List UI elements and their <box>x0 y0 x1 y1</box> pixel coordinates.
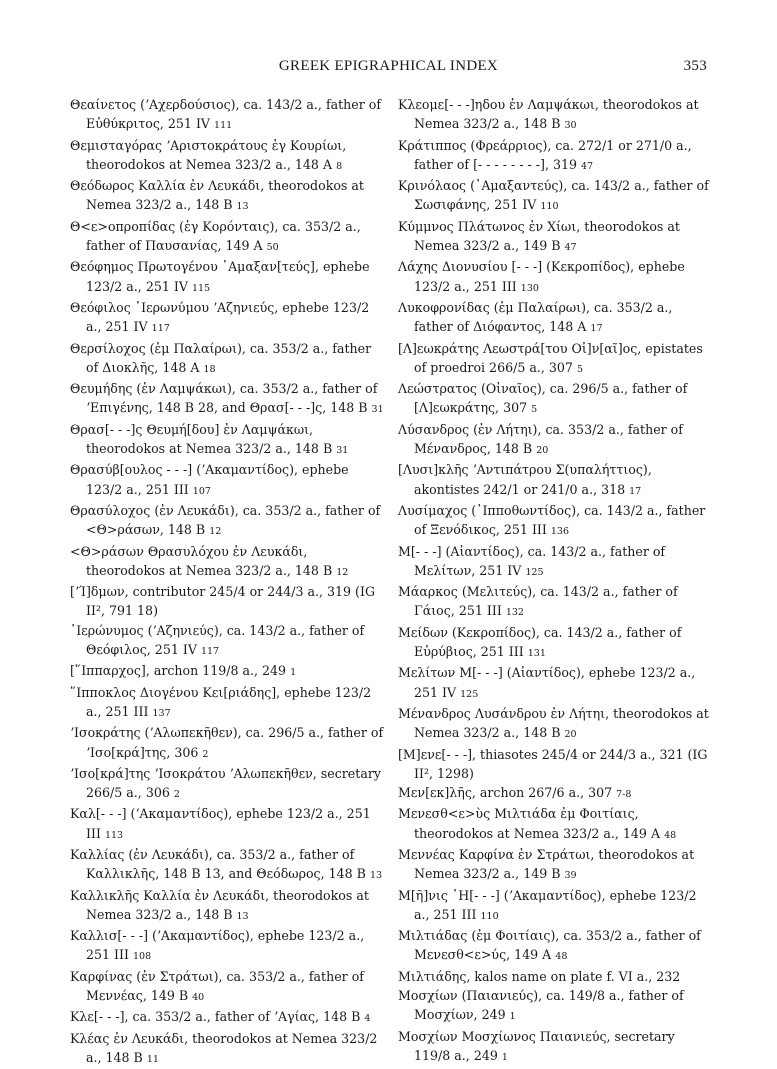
index-entry <box>70 460 386 501</box>
entry-text: Θεμισταγόρας ʼΑριστοκράτους ἐγ Κουρίωι, theorodokos at Nemea 323/2 a., 148 A <box>70 137 347 172</box>
entry-text: Καλλισ[- - -] (ʼΑκαμαντίδος), ephebe 123/2 a., 251 III <box>70 928 365 963</box>
entry-text: ῞Ιπποκλος Διογένου Κει[ριάδης], ephebe 123/2 a., 251 III <box>70 684 372 719</box>
entry-line-ref: 117 <box>151 323 170 335</box>
index-column-left <box>70 95 386 1069</box>
entry-line-ref: 17 <box>590 323 603 335</box>
entry-text: Καρφίνας (ἐν Στράτωι), ca. 353/2 a., father of Μεννέας, 149 B <box>70 968 364 1004</box>
entry-line-ref: 30 <box>564 120 577 132</box>
index-entry <box>398 663 714 704</box>
index-entry <box>70 379 386 420</box>
entry-text: Θεαίνετος (ʼΑχερδούσιος), ca. 143/2 a., father of Εὐθύκριτος, 251 IV <box>70 97 382 132</box>
entry-line-ref: 1 <box>501 1051 508 1063</box>
entry-line-ref: 125 <box>525 566 544 578</box>
entry-text: Λεώστρατος (Οἰναῖος), ca. 296/5 a., father of [Λ]εωκράτης, 307 <box>398 381 688 416</box>
entry-text: Μάαρκος (Μελιτεύς), ca. 143/2 a., father of Γάιος, 251 III <box>398 584 678 619</box>
index-entry <box>70 582 386 621</box>
page-header <box>70 58 707 78</box>
entry-text: Μελίτων Μ[- - -] (Αἰαντίδος), ephebe 123/2 a., 251 IV <box>398 665 696 700</box>
index-entry <box>398 542 714 583</box>
entry-line-ref: 108 <box>132 951 152 963</box>
index-entry <box>70 723 386 764</box>
entry-text: Μ[- - -] (Αἰαντίδος), ca. 143/2 a., father of Μελίτων, 251 IV <box>398 543 666 578</box>
entry-text: Λυκοφρονίδας (ἐμ Παλαίρωι), ca. 353/2 a., father of Διόφαντος, 148 A <box>398 299 673 335</box>
index-entry <box>70 136 386 177</box>
entry-text: <Θ>ράσων Θρασυλόχου ἐν Λευκάδι, theorodokos at Nemea 323/2 a., 148 B <box>70 543 333 578</box>
entry-text: Μ[ῆ]νις ῾Η[- - -] (ʼΑκαμαντίδος), ephebe 123/2 a., 251 III <box>398 887 697 922</box>
entry-text: Θρασύλοχος (ἐν Λευκάδι), ca. 353/2 a., father of <Θ>ράσων, 148 B <box>70 502 381 538</box>
index-entry <box>398 339 714 380</box>
index-entry <box>70 501 386 542</box>
entry-text: Κράτιππος (Φρεάρριος), ca. 272/1 or 271/0 a., father of [- - - - - - - -], 319 <box>398 137 692 172</box>
entry-text: Θρασ[- - -]ς Θευμή[δου] ἐν Λαμψάκωι, theorodokos at Nemea 323/2 a., 148 B <box>70 421 333 457</box>
index-entry <box>398 501 714 542</box>
entry-text: ʼΙσοκράτης (ʼΑλωπεκῆθεν), ca. 296/5 a., father of ʼΙσο[κρά]της, 306 <box>70 725 384 760</box>
entry-line-ref: 20 <box>564 729 577 741</box>
index-entry <box>70 967 386 1008</box>
index-entry <box>398 986 714 1027</box>
page-number: 353 <box>683 58 707 74</box>
entry-text: [ʼΊ]δμων, contributor 245/4 or 244/3 a., 319 (IG II², 791 18) <box>70 584 376 619</box>
entry-line-ref: 48 <box>555 951 568 963</box>
entry-line-ref: 110 <box>540 201 559 213</box>
index-entry <box>70 661 386 682</box>
index-entry <box>398 886 714 927</box>
index-entry <box>70 298 386 339</box>
entry-line-ref: 115 <box>191 282 211 294</box>
index-entry <box>398 967 714 986</box>
entry-text: Μιλτιάδης, kalos name on plate f. VI a., 232 <box>398 968 681 984</box>
index-entry <box>398 298 714 339</box>
entry-text: Κλεομε[- - -]ηδου ἐν Λαμψάκωι, theorodokos at Nemea 323/2 a., 148 B <box>398 97 699 132</box>
entry-line-ref: 13 <box>236 201 249 213</box>
entry-text: [Μ]ενε[- - -], thiasotes 245/4 or 244/3 a., 321 (IG II², 1298) <box>398 746 708 781</box>
entry-line-ref: 113 <box>104 829 124 841</box>
entry-line-ref: 111 <box>214 120 233 132</box>
entry-text: Μεν[εκ]λῆς, archon 267/6 a., 307 <box>398 785 613 801</box>
entry-text: ῾Ιερώνυμος (ʼΑζηνιεύς), ca. 143/2 a., father of Θεόφιλος, 251 IV <box>70 622 365 658</box>
entry-line-ref: 1 <box>290 667 297 679</box>
entry-line-ref: 31 <box>371 404 384 416</box>
entry-text: Θεόδωρος Καλλία ἐν Λευκάδι, theorodokos at Nemea 323/2 a., 148 B <box>70 178 364 213</box>
index-entry <box>70 420 386 461</box>
entry-text: Μείδων (Κεκροπίδος), ca. 143/2 a., father of Εὐρύβιος, 251 III <box>398 624 682 660</box>
index-entry <box>398 95 714 136</box>
entry-text: Μεννέας Καρφίνα ἐν Στράτωι, theorodokos at Nemea 323/2 a., 149 B <box>398 846 695 882</box>
entry-line-ref: 130 <box>520 282 539 294</box>
entry-line-ref: 125 <box>460 688 479 700</box>
entry-line-ref: 132 <box>505 607 524 619</box>
entry-line-ref: 4 <box>364 1013 371 1025</box>
entry-line-ref: 18 <box>203 363 216 375</box>
entry-line-ref: 2 <box>202 748 209 760</box>
entry-text: Θεόφημος Πρωτογένου ῾Αμαξαν[τεύς], ephebe 123/2 a., 251 IV <box>70 259 370 294</box>
entry-line-ref: 12 <box>209 526 222 538</box>
entry-text: Κλε[- - -], ca. 353/2 a., father of ʼΑγίας, 148 B <box>70 1009 361 1025</box>
index-entry <box>70 176 386 217</box>
index-entry <box>70 1029 386 1069</box>
entry-text: Λυσίμαχος (῾Ιπποθωντίδος), ca. 143/2 a., father of Ξενόδικος, 251 III <box>398 502 706 538</box>
entry-text: Κύμμνος Πλάτωνος ἐν Χίωι, theorodokos at Nemea 323/2 a., 149 B <box>398 218 680 254</box>
index-entry <box>70 621 386 662</box>
index-entry <box>398 379 714 420</box>
index-entry <box>398 804 714 845</box>
index-entry <box>398 845 714 886</box>
index-entry <box>70 926 386 967</box>
entry-line-ref: 107 <box>192 485 211 497</box>
index-entry <box>70 339 386 380</box>
entry-line-ref: 17 <box>629 485 642 497</box>
entry-line-ref: 137 <box>152 707 171 719</box>
entry-text: [Λυσι]κλῆς ʼΑντιπάτρου Σ(υπαλήττιος), akontistes 242/1 or 241/0 a., 318 <box>398 462 652 497</box>
entry-text: Μενεσθ<ε>ὺς Μιλτιάδα ἐμ Φοιτίαις, theorodokos at Nemea 323/2 a., 149 A <box>398 806 661 841</box>
index-entry <box>70 764 386 805</box>
index-entry <box>398 745 714 784</box>
index-entry <box>398 176 714 217</box>
entry-line-ref: 50 <box>266 242 279 254</box>
index-entry <box>398 257 714 298</box>
index-entry <box>70 886 386 927</box>
entry-text: Θευμήδης (ἐν Λαμψάκωι), ca. 353/2 a., father of ʼΕπιγένης, 148 B 28, and Θρασ[- - -]ς, 148 B <box>70 381 378 416</box>
entry-text: [Λ]εωκράτης Λεωστρά[του Οἰ]ν[αῖ]ος, epistates of proedroi 266/5 a., 307 <box>398 340 703 375</box>
index-entry <box>398 460 714 501</box>
entry-text: Θεόφιλος ῾Ιερωνύμου ʼΑζηνιεύς, ephebe 123/2 a., 251 IV <box>70 299 370 335</box>
index-entry <box>70 95 386 136</box>
entry-line-ref: 5 <box>531 404 538 416</box>
entry-line-ref: 136 <box>550 526 570 538</box>
entry-text: ʼΙσο[κρά]της ʼΙσοκράτου ʼΑλωπεκῆθεν, secretary 266/5 a., 306 <box>70 765 381 801</box>
entry-line-ref: 7-8 <box>616 789 632 801</box>
entry-text: Μοσχίων (Παιανιεύς), ca. 149/8 a., father of Μοσχίων, 249 <box>398 988 684 1023</box>
entry-text: Μοσχίων Μοσχίωνος Παιανιεύς, secretary 119/8 a., 249 <box>398 1028 675 1063</box>
entry-text: Καλλικλῆς Καλλία ἐν Λευκάδι, theorodokos at Nemea 323/2 a., 148 B <box>70 887 369 922</box>
index-column-right <box>398 95 714 1067</box>
entry-line-ref: 40 <box>192 992 205 1004</box>
entry-line-ref: 11 <box>146 1053 159 1065</box>
entry-text: Θερσίλοχος (ἐμ Παλαίρωι), ca. 353/2 a., father of Διοκλῆς, 148 A <box>70 340 372 375</box>
entry-line-ref: 31 <box>336 445 349 457</box>
index-entry <box>398 623 714 664</box>
entry-line-ref: 13 <box>236 910 249 922</box>
entry-text: Καλλίας (ἐν Λευκάδι), ca. 353/2 a., father of Καλλικλῆς, 148 B 13, and Θεόδωρος, 148 B <box>70 846 366 882</box>
index-entry <box>398 783 714 804</box>
entry-line-ref: 110 <box>480 910 499 922</box>
entry-text: Θ<ε>οπροπίδας (ἐγ Κορόνταις), ca. 353/2 a., father of Παυσανίας, 149 A <box>70 218 361 254</box>
entry-text: Λύσανδρος (ἐν Λήτηι), ca. 353/2 a., father of Μένανδρος, 148 B <box>398 421 683 457</box>
entry-text: Μιλτιάδας (ἐμ Φοιτίαις), ca. 353/2 a., father of Μενεσθ<ε>ύς, 149 A <box>398 928 701 963</box>
index-entry <box>398 582 714 623</box>
entry-line-ref: 13 <box>369 870 383 882</box>
entry-text: Κλέας ἐν Λευκάδι, theorodokos at Nemea 323/2 a., 148 B <box>70 1030 378 1065</box>
entry-line-ref: 117 <box>200 646 220 658</box>
entry-line-ref: 1 <box>509 1011 516 1023</box>
entry-line-ref: 2 <box>173 789 180 801</box>
entry-text: Μένανδρος Λυσάνδρου ἐν Λήτηι, theorodokos at Nemea 323/2 a., 148 B <box>398 705 709 741</box>
index-entry <box>398 136 714 177</box>
entry-text: Θρασύβ[ουλος - - -] (ʼΑκαμαντίδος), ephebe 123/2 a., 251 III <box>70 462 349 497</box>
index-entry <box>70 542 386 583</box>
index-entry <box>70 683 386 724</box>
index-entry <box>70 804 386 845</box>
index-entry <box>398 926 714 967</box>
index-entry <box>398 217 714 258</box>
index-entry <box>70 217 386 258</box>
entry-text: Λάχης Διονυσίου [- - -] (Κεκροπίδος), ephebe 123/2 a., 251 III <box>398 259 685 294</box>
entry-text: [῞Ιππαρχος], archon 119/8 a., 249 <box>70 663 287 679</box>
index-entry <box>398 704 714 745</box>
index-entry <box>70 845 386 886</box>
entry-line-ref: 5 <box>576 363 583 375</box>
entry-line-ref: 39 <box>564 870 577 882</box>
running-title: GREEK EPIGRAPHICAL INDEX <box>278 58 499 74</box>
entry-line-ref: 8 <box>336 160 343 172</box>
index-entry <box>398 420 714 461</box>
index-entry <box>70 1007 386 1028</box>
entry-line-ref: 48 <box>664 829 677 841</box>
entry-line-ref: 47 <box>564 242 577 254</box>
entry-line-ref: 12 <box>336 566 349 578</box>
index-entry <box>398 1027 714 1068</box>
entry-line-ref: 47 <box>581 160 594 172</box>
entry-line-ref: 20 <box>536 445 549 457</box>
entry-line-ref: 131 <box>527 648 546 660</box>
index-entry <box>70 257 386 298</box>
entry-text: Καλ[- - -] (ʼΑκαμαντίδος), ephebe 123/2 a., 251 III <box>70 806 371 841</box>
entry-text: Κρινόλαος (῾Αμαξαντεύς), ca. 143/2 a., father of Σωσιφάνης, 251 IV <box>398 178 709 213</box>
